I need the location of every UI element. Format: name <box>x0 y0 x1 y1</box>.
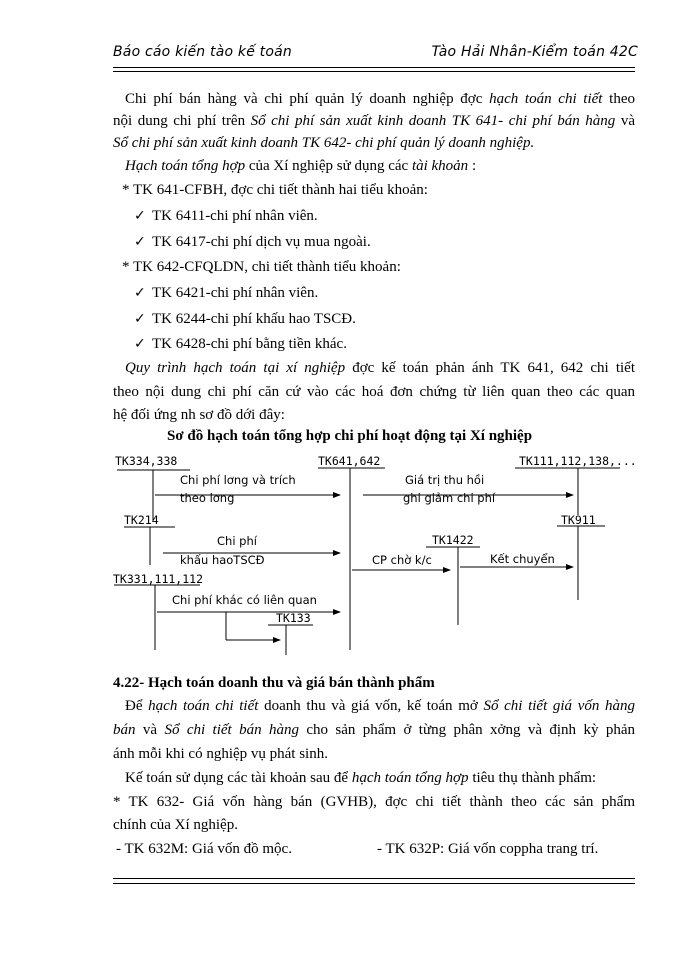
para2: Hạch toán tổng hợp của Xí nghiệp sử dụng các tài khoản : <box>125 158 477 174</box>
para3-line2: theo nội dung chi phí căn cứ vào các hoá đơn chứng từ liên quan theo các quan <box>113 384 635 400</box>
list-item-6417: ✓ TK 6417-chi phí dịch vụ mua ngoài. <box>134 231 371 253</box>
list-item-6428: ✓ TK 6428-chi phí bằng tiền khác. <box>134 333 347 355</box>
tk632m: - TK 632M: Giá vốn đồ mộc. <box>116 841 292 857</box>
tk632-line2: chính của Xí nghiệp. <box>113 817 238 833</box>
section-para1-line2: bán và Sổ chi tiết bán hàng cho sản phẩm ở từng phân xởng và định kỳ phản <box>113 722 635 738</box>
para1-line1: Chi phí bán hàng và chi phí quản lý doanh nghiệp đợc hạch toán chi tiết theo <box>125 91 635 107</box>
tk632p: - TK 632P: Giá vốn coppha trang trí. <box>377 841 599 857</box>
label-luong-2: theo lơng <box>180 491 235 505</box>
header-left: Báo cáo kiến tào kế toán <box>113 44 292 60</box>
header-right: Tào Hải Nhân-Kiểm toán 42C <box>431 44 638 60</box>
list-item-6421: ✓ TK 6421-chi phí nhân viên. <box>134 282 318 304</box>
label-giatri-1: Giá trị thu hồi <box>405 473 485 487</box>
section-para1-line3: ánh mỗi khi có nghiệp vụ phát sinh. <box>113 746 328 762</box>
check-icon: ✓ <box>134 234 146 250</box>
label-khauhao-2: khấu haoTSCĐ <box>180 553 265 567</box>
check-icon: ✓ <box>134 336 146 352</box>
label-khac: Chi phí khác có liên quan <box>172 593 317 607</box>
label-luong-1: Chi phí lơng và trích <box>180 473 296 487</box>
check-icon: ✓ <box>134 285 146 301</box>
account-tk214: TK214 <box>124 513 159 527</box>
para1-line2: nội dung chi phí trên Sổ chi phí sản xuất kinh doanh TK 641- chi phí bán hàng và <box>113 113 635 129</box>
account-tk911: TK911 <box>561 513 596 527</box>
para3-line3: hệ đối ứng nh sơ đồ dới đây: <box>113 407 285 423</box>
tk632-line1: * TK 632- Giá vốn hàng bán (GVHB), đợc chi tiết thành theo các sản phẩm <box>113 794 635 810</box>
label-ketchuyen: Kết chuyển <box>490 552 555 566</box>
label-giatri-2: ghi giảm chi phí <box>403 491 496 505</box>
para1-line3: Sổ chi phí sản xuất kinh doanh TK 642- chi phí quản lý doanh nghiệp. <box>113 135 535 151</box>
account-tk334: TK334,338 <box>115 454 178 468</box>
list-item-6244: ✓ TK 6244-chi phí khấu hao TSCĐ. <box>134 308 356 330</box>
account-tk111: TK111,112,138,... <box>519 454 637 468</box>
diagram-title: Sơ đồ hạch toán tổng hợp chi phí hoạt động tại Xí nghiệp <box>167 428 533 444</box>
tk642-heading: * TK 642-CFQLDN, chi tiết thành tiểu khoản: <box>122 259 401 275</box>
para3-line1: Quy trình hạch toán tại xí nghiệp đợc kế toán phản ánh TK 641, 642 chi tiết <box>125 360 635 376</box>
label-cpcho: CP chờ k/c <box>372 553 432 567</box>
section-para2: Kế toán sử dụng các tài khoản sau để hạch toán tổng hợp tiêu thụ thành phẩm: <box>125 770 597 786</box>
account-tk641: TK641,642 <box>318 454 381 468</box>
list-item-6411: ✓ TK 6411-chi phí nhân viên. <box>134 205 318 227</box>
check-icon: ✓ <box>134 208 146 224</box>
section-heading: 4.22- Hạch toán doanh thu và giá bán thành phẩm <box>113 675 435 691</box>
account-tk133: TK133 <box>276 611 311 625</box>
account-tk331: TK331,111,112 <box>113 572 204 586</box>
section-para1-line1: Để hạch toán chi tiết doanh thu và giá vốn, kế toán mở Sổ chi tiết giá vốn hàng <box>125 698 636 714</box>
footer-rule-top <box>113 878 635 879</box>
label-khauhao-1: Chi phí <box>217 534 257 548</box>
check-icon: ✓ <box>134 311 146 327</box>
footer-rule-bottom <box>113 883 635 884</box>
account-tk1422: TK1422 <box>432 533 474 547</box>
tk641-heading: * TK 641-CFBH, đợc chi tiết thành hai tiểu khoản: <box>122 182 428 198</box>
